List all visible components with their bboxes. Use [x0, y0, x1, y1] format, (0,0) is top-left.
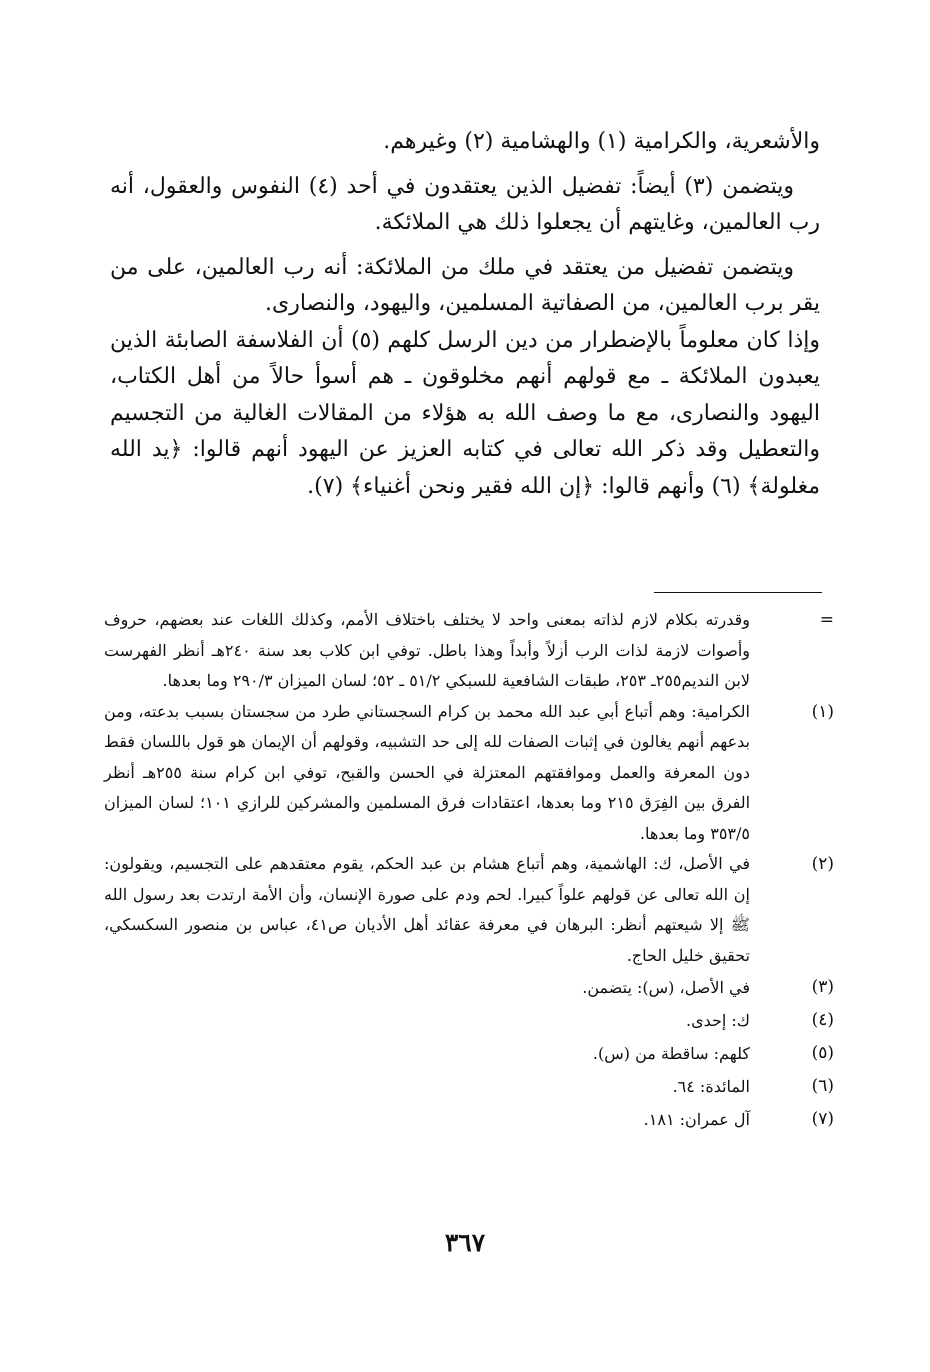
- main-paragraph-1: والأشعرية، والكرامية (١) والهشامية (٢) وغيرهم.: [383, 129, 820, 154]
- footnote-text: في الأصل، ك: الهاشمية، وهم أتباع هشام بن عبد الحكم، يقوم معتقدهم على التجسيم، ويقولون: إن الله تعالى عن قولهم علواً كبيرا. لحم ودم على صورة الإنسان، وأن الأمة ارتدت بعد رسول الله ﷺ إلا شيعتهم أنظر: البرهان في معرفة عقائد أهل الأديان ص٤١، عباس بن منصور السكسكي، تحقيق خليل الحاج.: [104, 854, 750, 965]
- footnote-number: (٣): [811, 977, 834, 997]
- footnote-6: [104, 1070, 834, 1103]
- main-paragraph-2: ويتضمن (٣) أيضاً: تفضيل الذين يعتقدون في أحد (٤) النفوس والعقول، أنه رب العالمين، وغايتهم أن يجعلوا ذلك هي الملائكة.: [110, 173, 820, 235]
- footnote-2: [104, 849, 834, 971]
- footnote-5: [104, 1037, 834, 1070]
- footnote-text: المائدة: ٦٤.: [672, 1077, 750, 1096]
- footnote-text: ك: إحدى.: [685, 1011, 750, 1030]
- footnote-number: (٥): [811, 1043, 834, 1063]
- footnote-marker: =: [819, 610, 834, 630]
- footnote-text: في الأصل، (س): يتضمن.: [582, 978, 750, 997]
- footnote-number: (١): [811, 701, 834, 722]
- main-paragraph-3: ويتضمن تفضيل من يعتقد في ملك من الملائكة: أنه رب العالمين، على من يقر برب العالمين، من الصفاتية المسلمين، واليهود، والنصارى.: [110, 254, 820, 316]
- footnote-number: (٦): [811, 1076, 834, 1096]
- footnote-1: [104, 697, 834, 850]
- page-number: ٣٦٧: [444, 1228, 486, 1257]
- footnote-number: (٢): [811, 854, 834, 874]
- footnote-number: (٤): [811, 1010, 834, 1030]
- footnote-3: [104, 971, 834, 1004]
- main-paragraph-4: وإذا كان معلوماً بالإضطرار من دين الرسل كلهم (٥) أن الفلاسفة الصابئة الذين يعبدون الملائكة ـ مع قولهم أنهم مخلوقون ـ هم أسوأ حالاً من أهل الكتاب، اليهود والنصارى، مع ما وصف الله به هؤلاء من المقالات الغالية من التجسيم والتعطيل وقد ذكر الله تعالى في كتابه العزيز عن اليهود أنهم قالوا: ﴿يد الله مغلولة﴾ (٦) وأنهم قالوا: ﴿إن الله فقير ونحن أغنياء﴾ (٧).: [110, 327, 820, 499]
- main-text: [110, 124, 820, 505]
- footnote-4: [104, 1004, 834, 1037]
- footnote-separator: [654, 592, 822, 593]
- footnote-7: [104, 1103, 834, 1136]
- footnote-number: (٧): [811, 1109, 834, 1129]
- footnote-continuation: [104, 605, 834, 697]
- footnote-text: وقدرته بكلام لازم لذاته بمعنى واحد لا يختلف باختلاف الأمم، وكذلك اللغات عند بعضهم، حروف وأصوات لازمة لذات الرب أزلاً وأبداً وهذا باطل. توفي ابن كلاب بعد سنة ٢٤٠هـ أنظر الفهرست لابن النديم٢٥٥ـ ٢٥٣، طبقات الشافعية للسبكي ٥١/٢ ـ ٥٢؛ لسان الميزان ٢٩٠/٣ وما بعدها.: [104, 610, 750, 690]
- footnote-text: آل عمران: ١٨١.: [643, 1110, 750, 1129]
- footnote-text: الكرامية: وهم أتباع أبي عبد الله محمد بن كرام السجستاني طرد من سجستان بسبب بدعته، ومن بدعهم أنهم يغالون في إثبات الصفات لله إلى حد التشبيه، وقولهم أن الإيمان هو قول باللسان فقط دون المعرفة والعمل وموافقتهم المعتزلة في الحسن والقبح، توفي ابن كرام سنة ٢٥٥هـ أنظر الفرق بين الفِرَق ٢١٥ وما بعدها، اعتقادات فرق المسلمين والمشركين للرازي ١٠١؛ لسان الميزان ٣٥٣/٥ وما بعدها.: [104, 701, 751, 843]
- footnote-text: كلهم: ساقطة من (س).: [592, 1044, 750, 1063]
- footnotes: [104, 605, 834, 1136]
